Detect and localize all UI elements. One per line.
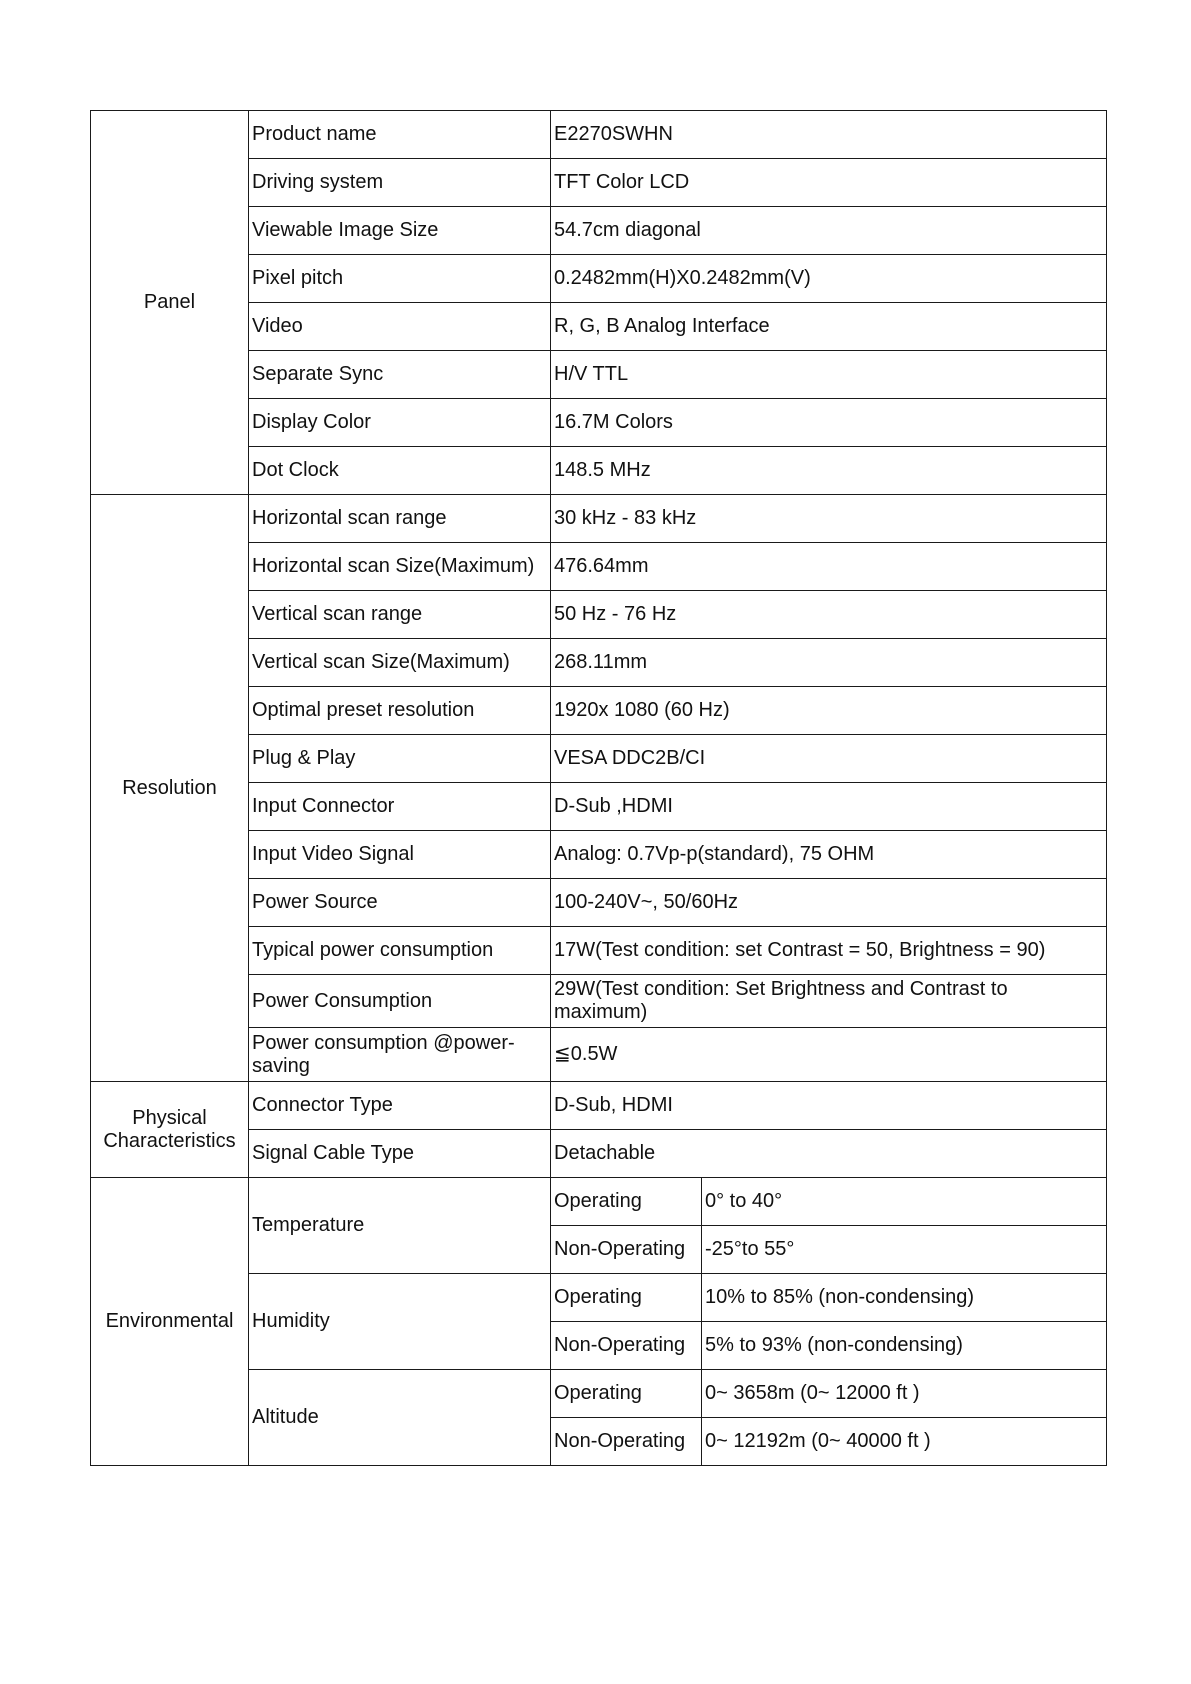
category-physical-line1: Physical xyxy=(132,1106,207,1129)
category-physical xyxy=(91,1082,249,1178)
condition-label: Operating xyxy=(551,1178,702,1226)
spec-label-display-color: Display Color xyxy=(249,399,551,447)
spec-label-input-video-signal: Input Video Signal xyxy=(249,831,551,879)
table-row xyxy=(91,111,1107,159)
spec-value-input-connector: D-Sub ,HDMI xyxy=(551,783,1107,831)
table-row xyxy=(91,1178,1107,1226)
spec-value-humidity-non-operating: 5% to 93% (non-condensing) xyxy=(702,1322,1107,1370)
spec-label-altitude: Altitude xyxy=(249,1370,551,1466)
spec-label-typical-power-consumption: Typical power consumption xyxy=(249,927,551,975)
spec-label-vertical-scan-size: Vertical scan Size(Maximum) xyxy=(249,639,551,687)
spec-value-humidity-operating: 10% to 85% (non-condensing) xyxy=(702,1274,1107,1322)
spec-label-signal-cable-type: Signal Cable Type xyxy=(249,1130,551,1178)
spec-value-signal-cable-type: Detachable xyxy=(551,1130,1107,1178)
spec-label-plug-and-play: Plug & Play xyxy=(249,735,551,783)
category-resolution: Resolution xyxy=(91,495,249,1082)
spec-value-driving-system: TFT Color LCD xyxy=(551,159,1107,207)
spec-label-driving-system: Driving system xyxy=(249,159,551,207)
spec-value-viewable-image-size: 54.7cm diagonal xyxy=(551,207,1107,255)
spec-value-connector-type: D-Sub, HDMI xyxy=(551,1082,1107,1130)
spec-table xyxy=(90,110,1107,1466)
spec-value-dot-clock: 148.5 MHz xyxy=(551,447,1107,495)
condition-label: Non-Operating xyxy=(551,1418,702,1466)
spec-value-horizontal-scan-size: 476.64mm xyxy=(551,543,1107,591)
spec-value-temperature-operating: 0° to 40° xyxy=(702,1178,1107,1226)
spec-label-humidity: Humidity xyxy=(249,1274,551,1370)
condition-label: Operating xyxy=(551,1370,702,1418)
spec-label-temperature: Temperature xyxy=(249,1178,551,1274)
spec-value-vertical-scan-range: 50 Hz - 76 Hz xyxy=(551,591,1107,639)
spec-value-vertical-scan-size: 268.11mm xyxy=(551,639,1107,687)
spec-value-power-source: 100-240V~, 50/60Hz xyxy=(551,879,1107,927)
condition-label: Non-Operating xyxy=(551,1322,702,1370)
spec-value-optimal-preset-resolution: 1920x 1080 (60 Hz) xyxy=(551,687,1107,735)
spec-value-display-color: 16.7M Colors xyxy=(551,399,1107,447)
spec-label-power-saving: Power consumption @power-saving xyxy=(249,1028,551,1082)
spec-label-input-connector: Input Connector xyxy=(249,783,551,831)
spec-value-video: R, G, B Analog Interface xyxy=(551,303,1107,351)
spec-label-horizontal-scan-size: Horizontal scan Size(Maximum) xyxy=(249,543,551,591)
spec-value-horizontal-scan-range: 30 kHz - 83 kHz xyxy=(551,495,1107,543)
spec-label-vertical-scan-range: Vertical scan range xyxy=(249,591,551,639)
condition-label: Operating xyxy=(551,1274,702,1322)
spec-value-power-consumption: 29W(Test condition: Set Brightness and Contrast to maximum) xyxy=(551,975,1107,1028)
spec-value-typical-power-consumption: 17W(Test condition: set Contrast = 50, Brightness = 90) xyxy=(551,927,1107,975)
spec-label-optimal-preset-resolution: Optimal preset resolution xyxy=(249,687,551,735)
table-row xyxy=(91,495,1107,543)
category-physical-line2: Characteristics xyxy=(103,1129,236,1152)
table-row xyxy=(91,1082,1107,1130)
spec-label-horizontal-scan-range: Horizontal scan range xyxy=(249,495,551,543)
spec-label-viewable-image-size: Viewable Image Size xyxy=(249,207,551,255)
spec-value-separate-sync: H/V TTL xyxy=(551,351,1107,399)
spec-value-altitude-operating: 0~ 3658m (0~ 12000 ft ) xyxy=(702,1370,1107,1418)
spec-value-plug-and-play: VESA DDC2B/CI xyxy=(551,735,1107,783)
spec-label-power-consumption: Power Consumption xyxy=(249,975,551,1028)
spec-value-power-saving: ≦0.5W xyxy=(551,1028,1107,1082)
category-panel: Panel xyxy=(91,111,249,495)
spec-label-video: Video xyxy=(249,303,551,351)
category-environmental: Environmental xyxy=(91,1178,249,1466)
spec-label-connector-type: Connector Type xyxy=(249,1082,551,1130)
spec-label-product-name: Product name xyxy=(249,111,551,159)
spec-label-pixel-pitch: Pixel pitch xyxy=(249,255,551,303)
spec-value-pixel-pitch: 0.2482mm(H)X0.2482mm(V) xyxy=(551,255,1107,303)
condition-label: Non-Operating xyxy=(551,1226,702,1274)
spec-value-product-name: E2270SWHN xyxy=(551,111,1107,159)
spec-value-temperature-non-operating: -25°to 55° xyxy=(702,1226,1107,1274)
spec-label-power-source: Power Source xyxy=(249,879,551,927)
spec-value-input-video-signal: Analog: 0.7Vp-p(standard), 75 OHM xyxy=(551,831,1107,879)
spec-label-separate-sync: Separate Sync xyxy=(249,351,551,399)
spec-label-dot-clock: Dot Clock xyxy=(249,447,551,495)
spec-value-altitude-non-operating: 0~ 12192m (0~ 40000 ft ) xyxy=(702,1418,1107,1466)
